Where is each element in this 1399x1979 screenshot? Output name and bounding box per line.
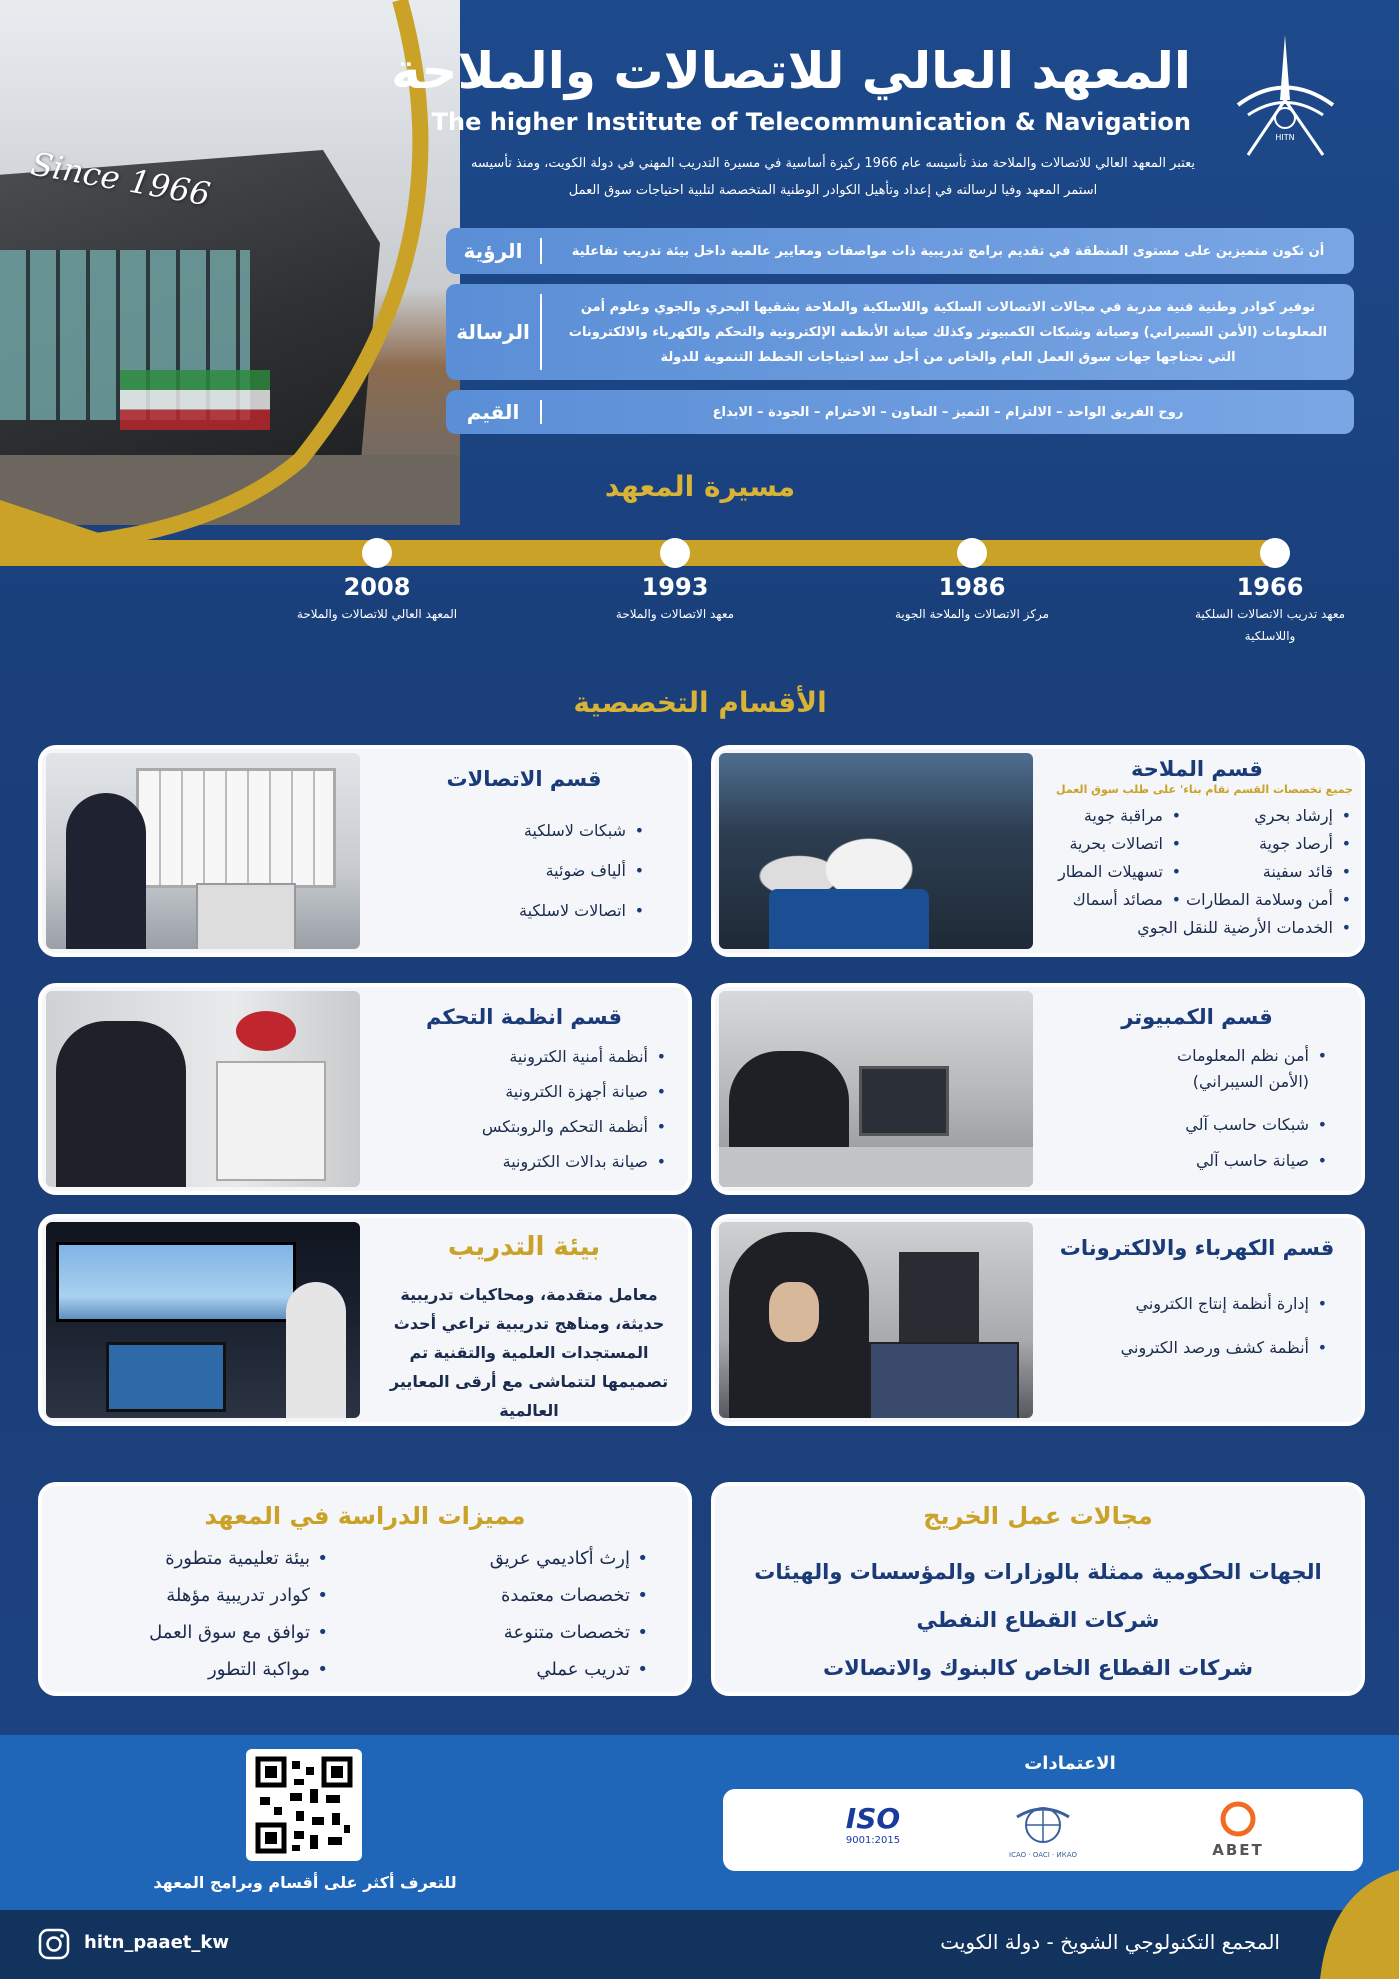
list-item: • إرشاد بحري [1185, 802, 1355, 830]
divider [540, 238, 542, 264]
list-item: • صيانة حاسب آلي [1141, 1143, 1331, 1179]
list-item: • اتصالات بحرية [1045, 830, 1185, 858]
graduate-body [715, 1486, 1361, 1692]
graduate-title: مجالات عمل الخريج [923, 1502, 1153, 1530]
list-item: • توافق مع سوق العمل [92, 1614, 332, 1651]
navigation-note: جميع تخصصات القسم تقام بناء' على طلب سوق العمل [1056, 783, 1353, 796]
abet-mark: ABET [1212, 1841, 1264, 1859]
list-item: • مواكبة التطور [92, 1651, 332, 1688]
list-item: • شبكات حاسب آلي [1141, 1107, 1331, 1143]
graduate-item: الجهات الحكومية ممثلة بالوزارات والمؤسسات والهيئات [754, 1560, 1322, 1584]
instagram-handle[interactable]: hitn_paaet_kw [84, 1932, 229, 1953]
list-item: • شبكات لاسلكية [360, 811, 648, 851]
timeline-desc: مركز الاتصالات والملاحة الجوية [895, 607, 1049, 621]
timeline-item [590, 573, 760, 625]
values-box [446, 390, 1354, 434]
list-item: • صيانة بدالات الكترونية [360, 1144, 670, 1179]
control-title: قسم انظمة التحكم [425, 1005, 623, 1029]
telecom-list [360, 811, 688, 931]
list-item: • بيئة تعليمية متطورة [92, 1540, 332, 1577]
features-card [38, 1482, 692, 1696]
mission-label: الرسالة [456, 320, 530, 344]
iso-logo [833, 1803, 913, 1846]
list-item: • أمن وسلامة المطارات [1185, 886, 1355, 914]
training-body [360, 1218, 688, 1422]
mission-text: توفير كوادر وطنية فنية مدربة في مجالات الاتصالات السلكية واللاسلكية والملاحة بشقيها البحري والجوي وعلوم أمن المعلومات (الأمن السيبراني) وصيانة وشبكات الكمبيوتر وكذلك صيانة الأنظمة الإلكترونية والتحكم والكهرباء والالكترونات التي تحتاجها جهات سوق العمل العام والخاص من أجل سد احتياجات الخطط التنموية للدولة [568, 299, 1328, 365]
features-body [42, 1486, 688, 1692]
computer-title: قسم الكمبيوتر [1121, 1005, 1273, 1029]
list-item: • مراقبة جوية [1045, 802, 1185, 830]
list-item: • تخصصات متنوعة [332, 1614, 652, 1651]
list-item: • إرث أكاديمي عريق [332, 1540, 652, 1577]
graduate-item: شركات القطاع النفطي [916, 1608, 1160, 1632]
timeline-desc: المعهد العالي للاتصالات والملاحة [296, 607, 458, 621]
features-list-1 [332, 1540, 652, 1688]
list-item: • أمن نظم المعلومات (الأمن السيبراني) [1141, 1043, 1331, 1095]
navigation-title: قسم الملاحة [1131, 757, 1263, 781]
timeline-item [292, 573, 462, 625]
iso-mark: ISO [845, 1802, 901, 1835]
timeline-desc: معهد الاتصالات والملاحة [615, 607, 735, 621]
list-item: • كوادر تدريبية مؤهلة [92, 1577, 332, 1614]
timeline-item [1185, 573, 1355, 647]
list-item: • أنظمة أمنية الكترونية [360, 1039, 670, 1074]
mission-box [446, 284, 1354, 380]
instagram-icon[interactable] [38, 1928, 70, 1960]
control-body [360, 987, 688, 1191]
list-item: • صيانة أجهزة الكترونية [360, 1074, 670, 1109]
icao-logo [1008, 1799, 1078, 1859]
timeline-desc: معهد تدريب الاتصالات السلكية واللاسلكية [1194, 607, 1346, 643]
electrical-card [711, 1214, 1365, 1426]
telecom-title: قسم الاتصالات [446, 767, 602, 791]
list-item: • أنظمة التحكم والروبتكس [360, 1109, 670, 1144]
electrical-list [1033, 1282, 1361, 1370]
telecom-card [38, 745, 692, 957]
navigation-photo [719, 753, 1033, 949]
list-item: • ألياف ضوئية [360, 851, 648, 891]
svg-text:HITN: HITN [1275, 133, 1295, 142]
training-title: بيئة التدريب [447, 1232, 601, 1262]
list-item: • تدريب عملي [332, 1651, 652, 1688]
telecom-photo [46, 753, 360, 949]
electrical-title: قسم الكهرباء والالكترونات [1059, 1236, 1335, 1260]
control-photo [46, 991, 360, 1187]
divider [540, 294, 542, 370]
intro-text: يعتبر المعهد العالي للاتصالات والملاحة منذ تأسيسه عام 1966 ركيزة أساسية في مسيرة التدريب المهني في دولة الكويت، ومنذ تأسيسه استمر المعهد وفيا لرسالته في إعداد وتأهيل الكوادر الوطنية المتخصصة لتلبية احتياجات سوق العمل [470, 156, 1196, 198]
accreditation-strip [0, 1735, 1399, 1910]
navigation-list-1 [1137, 802, 1355, 942]
title-english: The higher Institute of Telecommunication & Navigation [431, 108, 1191, 136]
navigation-body [1033, 749, 1361, 953]
graduate-list [715, 1548, 1361, 1692]
timeline-title: مسيرة المعهد [604, 470, 796, 503]
electrical-body [1033, 1218, 1361, 1422]
since-label: Since 1966 [28, 144, 214, 214]
list-item: • إدارة أنظمة إنتاج الكتروني [1033, 1282, 1331, 1326]
training-photo [46, 1222, 360, 1418]
icao-emblem-icon [1013, 1799, 1073, 1851]
list-item: • أنظمة كشف ورصد الكتروني [1033, 1326, 1331, 1370]
footer [0, 1910, 1399, 1979]
vision-box [446, 228, 1354, 274]
navigation-card [711, 745, 1365, 957]
title-arabic: المعهد العالي للاتصالات والملاحة [391, 42, 1191, 100]
graduate-item: شركات القطاع الخاص كالبنوك والاتصالات [822, 1656, 1254, 1680]
icao-label: ICAO · OACI · ИКАО [1009, 1851, 1077, 1859]
list-item: • قائد سفينة [1185, 858, 1355, 886]
computer-photo [719, 991, 1033, 1187]
list-item: • تسهيلات المطار [1045, 858, 1185, 886]
list-item: • تخصصات معتمدة [332, 1577, 652, 1614]
training-text: معامل متقدمة، ومحاكيات تدريبية حديثة، ومناهج تدريبية تراعي أحدث المستجدات العلمية والتقنية تم تصميمها لتتماشى مع أرقى المعايير العالمية [389, 1285, 669, 1420]
list-item: • الخدمات الأرضية للنقل الجوي [1185, 914, 1355, 942]
qr-code-icon[interactable] [246, 1749, 362, 1861]
training-card [38, 1214, 692, 1426]
footer-location: المجمع التكنولوجي الشويخ - دولة الكويت [940, 1930, 1280, 1954]
timeline-band [0, 540, 1270, 566]
vision-text: أن تكون متميزين على مستوى المنطقة في تقديم برامج تدريبية ذات مواصفات ومعايير عالمية داخل بيئة تدريب تفاعلية [571, 243, 1325, 259]
timeline-dot [660, 538, 690, 568]
vision-label: الرؤية [463, 239, 523, 263]
control-card [38, 983, 692, 1195]
computer-card [711, 983, 1365, 1195]
computer-body [1033, 987, 1361, 1191]
corner-gold-arc [1310, 1870, 1399, 1979]
departments-title: الأقسام التخصصية [573, 686, 827, 719]
timeline-dot [957, 538, 987, 568]
accreditation-logos [723, 1789, 1363, 1871]
institute-logo [1228, 30, 1343, 165]
features-list-2 [92, 1540, 332, 1688]
accreditations-title: الاعتمادات [1024, 1753, 1116, 1774]
telecom-body [360, 749, 688, 953]
graduate-card [711, 1482, 1365, 1696]
iso-sub: 9001:2015 [845, 1835, 901, 1846]
timeline-year: 1966 [1236, 573, 1304, 601]
features-title: مميزات الدراسة في المعهد [204, 1502, 526, 1530]
values-label: القيم [466, 400, 520, 424]
control-list [360, 1039, 688, 1179]
list-item: • مصائد أسماك [1045, 886, 1185, 914]
abet-logo [1193, 1799, 1283, 1859]
timeline-year: 2008 [343, 573, 411, 601]
electrical-photo [719, 1222, 1033, 1418]
qr-caption: للتعرف أكثر على أقسام وبرامج المعهد [153, 1873, 457, 1892]
divider [540, 400, 542, 424]
timeline-dot [362, 538, 392, 568]
abet-ring-icon [1218, 1799, 1258, 1839]
timeline-year: 1993 [641, 573, 709, 601]
timeline-dot [1260, 538, 1290, 568]
values-text: روح الفريق الواحد – الالتزام – التميز – التعاون – الاحترام – الجودة – الابداع [712, 404, 1184, 420]
computer-list [1141, 1043, 1361, 1179]
timeline-year: 1986 [938, 573, 1006, 601]
list-item: • أرصاد جوية [1185, 830, 1355, 858]
timeline-item [887, 573, 1057, 625]
list-item: • اتصالات لاسلكية [360, 891, 648, 931]
